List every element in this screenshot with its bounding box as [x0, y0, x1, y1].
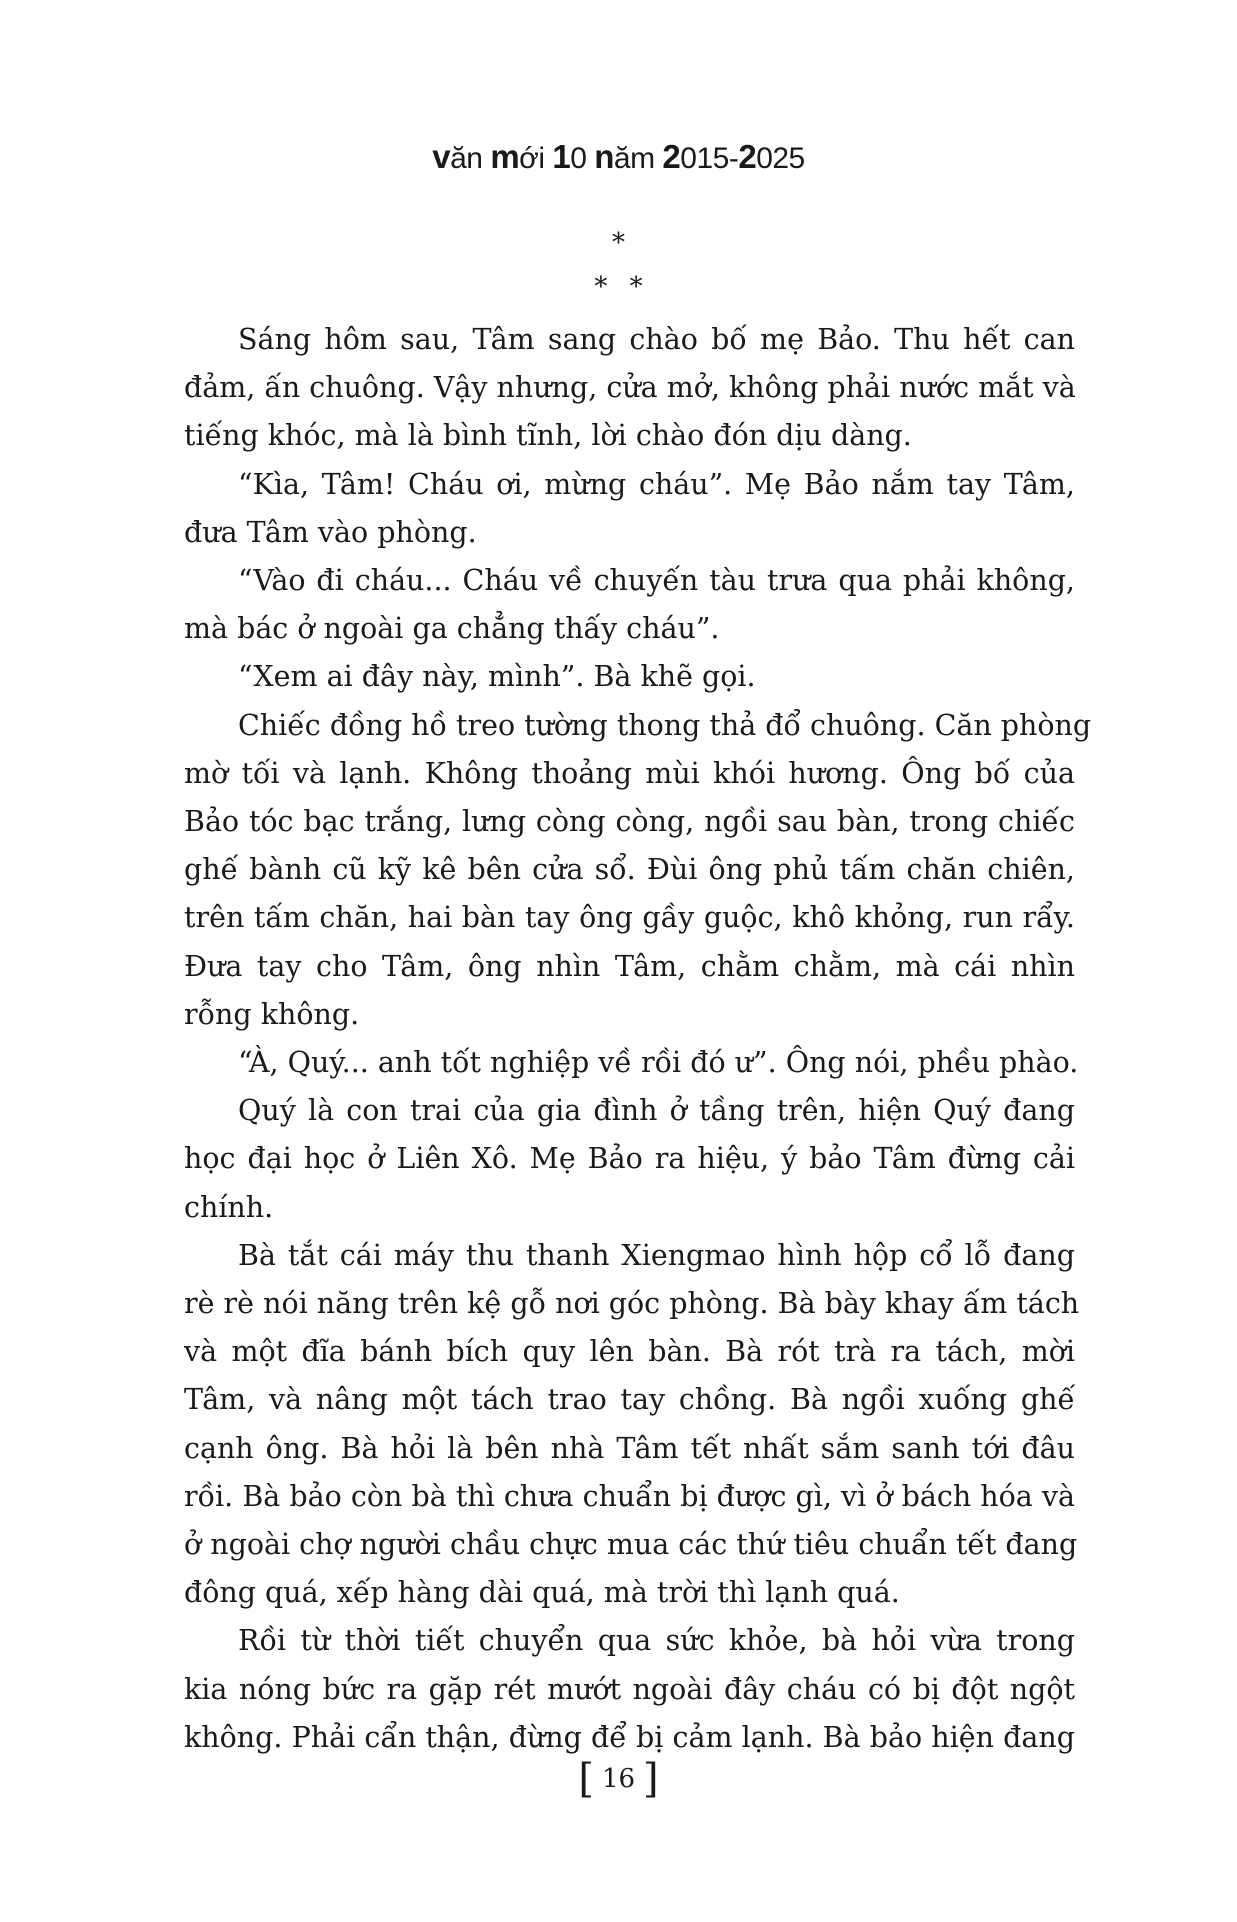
text-line: “Kìa, Tâm! Cháu ơi, mừng cháu”. Mẹ Bảo nắm tay Tâm,	[238, 467, 1075, 501]
paragraph	[184, 557, 1075, 653]
section-separator-top: *	[612, 228, 625, 258]
text-line: “Vào đi cháu... Cháu về chuyến tàu trưa qua phải không,	[238, 564, 1075, 598]
text-line: chính.	[184, 1190, 274, 1224]
text-line: “À, Quý... anh tốt nghiệp về rồi đó ư”. Ông nói, phều phào.	[238, 1046, 1079, 1080]
header-bold-letter: 1	[552, 138, 571, 175]
text-line: “Xem ai đây này, mình”. Bà khẽ gọi.	[238, 660, 756, 694]
text-line: đưa Tâm vào phòng.	[184, 515, 477, 549]
header-bold-letter: v	[432, 138, 451, 175]
paragraph	[184, 1039, 1079, 1087]
text-line: học đại học ở Liên Xô. Mẹ Bảo ra hiệu, ý bảo Tâm đừng cải	[184, 1142, 1075, 1176]
text-line: đông quá, xếp hàng dài quá, mà trời thì lạnh quá.	[184, 1576, 900, 1610]
header-bold-letter: m	[490, 138, 520, 175]
paragraph	[184, 702, 1092, 1039]
text-line: mờ tối và lạnh. Không thoảng mùi khói hương. Ông bố của	[184, 756, 1075, 790]
text-line: Bảo tóc bạc trắng, lưng còng còng, ngồi sau bàn, trong chiếc	[184, 805, 1075, 839]
header-bold-letter: 2	[662, 138, 681, 175]
text-line: trên tấm chăn, hai bàn tay ông gầy guộc, khô khỏng, run rẩy.	[184, 901, 1075, 935]
page-number-left-bracket: [	[578, 1756, 594, 1802]
header-text: 0	[570, 142, 595, 175]
header-bold-letter: 2	[738, 138, 757, 175]
text-line: kia nóng bức ra gặp rét mướt ngoài đây cháu có bị đột ngột	[184, 1672, 1075, 1706]
header-text: ới	[519, 142, 553, 175]
text-line: Đưa tay cho Tâm, ông nhìn Tâm, chằm chằm, mà cái nhìn	[184, 949, 1075, 983]
text-line: Tâm, và nâng một tách trao tay chồng. Bà ngồi xuống ghế	[184, 1383, 1075, 1417]
paragraph	[184, 1087, 1075, 1232]
text-line: ghế bành cũ kỹ kê bên cửa sổ. Đùi ông phủ tấm chăn chiên,	[184, 853, 1075, 887]
text-line: rồi. Bà bảo còn bà thì chưa chuẩn bị được gì, vì ở bách hóa và	[184, 1479, 1075, 1513]
header-bold-letter: n	[594, 138, 614, 175]
paragraph	[184, 461, 1075, 557]
paragraph	[184, 316, 1075, 461]
text-line: Chiếc đồng hồ treo tường thong thả đổ chuông. Căn phòng	[238, 708, 1092, 742]
header-text: ăn	[450, 142, 491, 175]
header-text: 015-	[680, 142, 739, 175]
page-number-value: 16	[601, 1764, 636, 1794]
paragraph	[184, 653, 1075, 701]
body-text	[184, 316, 1092, 1762]
paragraph	[184, 1232, 1080, 1618]
text-line: Bà tắt cái máy thu thanh Xiengmao hình hộp cổ lỗ đang	[238, 1238, 1075, 1272]
text-line: tiếng khóc, mà là bình tĩnh, lời chào đón dịu dàng.	[184, 419, 912, 453]
text-line: đảm, ấn chuông. Vậy nhưng, cửa mở, không phải nước mắt và	[184, 371, 1076, 405]
text-line: rè rè nói năng trên kệ gỗ nơi góc phòng. Bà bày khay ấm tách	[184, 1287, 1080, 1321]
text-line: và một đĩa bánh bích quy lên bàn. Bà rót trà ra tách, mời	[184, 1335, 1075, 1369]
text-line: rỗng không.	[184, 997, 360, 1031]
text-line: mà bác ở ngoài ga chẳng thấy cháu”.	[184, 612, 720, 646]
text-line: ở ngoài chợ người chầu chực mua các thứ tiêu chuẩn tết đang	[184, 1528, 1078, 1562]
paragraph	[184, 1617, 1075, 1762]
text-line: cạnh ông. Bà hỏi là bên nhà Tâm tết nhất sắm sanh tới đâu	[184, 1431, 1075, 1465]
header-text: 025	[756, 142, 805, 175]
text-line: Quý là con trai của gia đình ở tầng trên, hiện Quý đang	[238, 1094, 1075, 1128]
page-number	[0, 1756, 1237, 1802]
text-line: Sáng hôm sau, Tâm sang chào bố mẹ Bảo. Thu hết can	[238, 323, 1075, 356]
section-separator-bottom: * *	[594, 272, 643, 302]
text-line: không. Phải cẩn thận, đừng để bị cảm lạnh. Bà bảo hiện đang	[184, 1720, 1075, 1754]
running-header	[0, 138, 1237, 176]
text-line: Rồi từ thời tiết chuyển qua sức khỏe, bà hỏi vừa trong	[238, 1624, 1075, 1658]
header-text: ăm	[613, 142, 663, 175]
page-number-right-bracket: ]	[643, 1756, 659, 1802]
